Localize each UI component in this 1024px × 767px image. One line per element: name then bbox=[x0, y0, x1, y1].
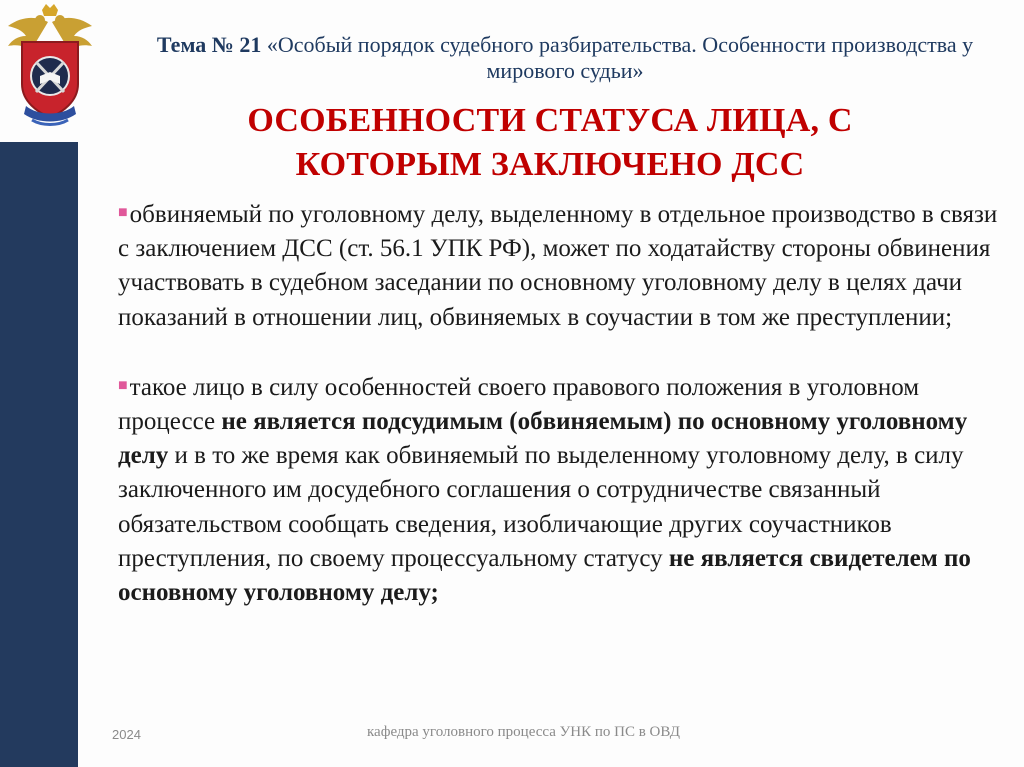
bullet-bold-part-2: не является свидетелем по основному уголовному делу; bbox=[118, 544, 971, 607]
footer-year: 2024 bbox=[112, 727, 141, 742]
bullet-bold-part-1: не является подсудимым (обвиняемым) по основному уголовному делу bbox=[118, 408, 968, 470]
eagle-emblem-icon bbox=[2, 2, 98, 130]
bullet-text: обвиняемый по уголовному делу, выделенному в отдельное производство в связи с заключением ДСС (ст. 56.1 УПК РФ), может по ходатайству стороны обвинения участвовать в судебном заседании по основному уголовному делу в целях дачи показаний в отношении лиц, обвиняемых в соучастии в том же преступлении; bbox=[118, 201, 998, 331]
bullet-item-2 bbox=[118, 369, 1008, 610]
topic-header bbox=[130, 32, 1000, 84]
bullet-square-icon: ■ bbox=[118, 204, 128, 221]
topic-number: Тема № 21 bbox=[156, 32, 262, 57]
bullet-text-part-1: такое лицо в силу особенностей своего правового положения в уголовном процессе bbox=[118, 373, 920, 436]
slide-body bbox=[118, 196, 1008, 610]
bullet-text-part-2: и в то же время как обвиняемый по выделенному уголовному делу, в силу заключенного им досудебного соглашения о сотрудничестве связанный обязательством сообщать сведения, изобличающие других соучастников преступления, по своему процессуальному статусу bbox=[118, 442, 964, 572]
bullet-item-1 bbox=[118, 196, 1008, 335]
topic-title: «Особый порядок судебного разбирательства. Особенности производства у мирового судьи» bbox=[266, 32, 974, 83]
slide-title: ОСОБЕННОСТИ СТАТУСА ЛИЦА, С КОТОРЫМ ЗАКЛЮЧЕНО ДСС bbox=[247, 102, 853, 183]
side-bar bbox=[0, 142, 78, 767]
bullet-square-icon: ■ bbox=[118, 376, 128, 394]
footer-department: кафедра уголовного процесса УНК по ПС в ОВД bbox=[367, 724, 681, 740]
